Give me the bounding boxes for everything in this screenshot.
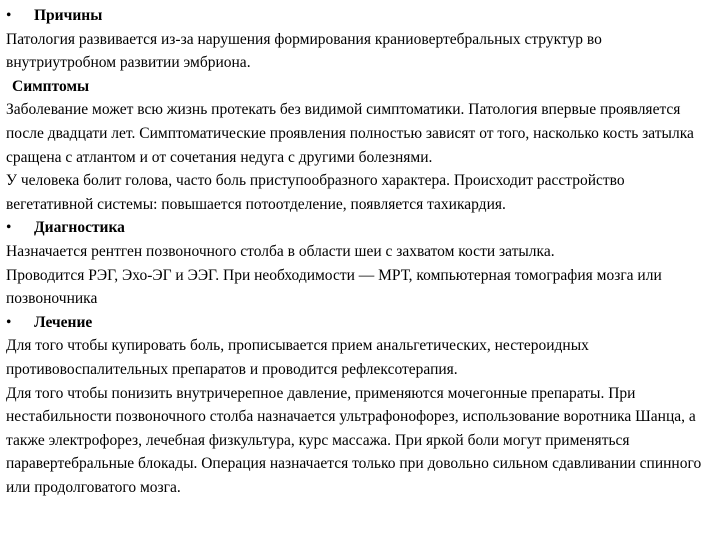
section-heading-treatment xyxy=(6,311,714,335)
section-title-treatment: Лечение xyxy=(34,313,93,331)
document-page xyxy=(6,4,714,499)
paragraph-diagnostics-2: Проводится РЭГ, Эхо-ЭГ и ЭЭГ. При необходимости — МРТ, компьютерная томография мозга или позвоночника xyxy=(6,266,662,308)
section-title-causes: Причины xyxy=(34,7,103,24)
section-heading-causes xyxy=(6,4,714,28)
section-title-symptoms: Симптомы xyxy=(12,77,90,95)
paragraph-symptoms-2: У человека болит голова, часто боль приступообразного характера. Происходит расстройство вегетативной системы: повышается потоотделение, появляется тахикардия. xyxy=(6,172,625,213)
bullet-marker: • xyxy=(6,7,12,24)
paragraph-symptoms-1: Заболевание может всю жизнь протекать без видимой симптоматики. Патология впервые проявляется после двадцати лет. Симптоматические проявления полностью зависят от того, насколько кость затылка сращена с атлантом и от сочетания недуга с другими болезнями. xyxy=(6,101,694,166)
section-title-diagnostics: Диагностика xyxy=(34,219,125,237)
paragraph-treatment-2: Для того чтобы понизить внутричерепное давление, применяются мочегонные препараты. При нестабильности позвоночного столба назначается ультрафонофорез, использование воротника Шанца, а также электрофорез, лечебная физкультура, курс массажа. При яркой боли могут применяться паравертебральные блокады. Операция назначается только при довольно сильном сдавливании спинного или продолговатого мозга. xyxy=(6,384,702,496)
bullet-marker: • xyxy=(6,219,12,237)
section-heading-diagnostics xyxy=(6,216,714,240)
bullet-marker: • xyxy=(6,313,12,331)
paragraph-causes-1: Патология развивается из-за нарушения формирования краниовертебральных структур во внутриутробном развитии эмбриона. xyxy=(6,30,602,72)
paragraph-diagnostics-1: Назначается рентген позвоночного столба в области шеи с захватом кости затылка. xyxy=(6,242,555,260)
paragraph-treatment-1: Для того чтобы купировать боль, прописывается прием анальгетических, нестероидных противовоспалительных препаратов и проводится рефлексотерапия. xyxy=(6,337,589,378)
